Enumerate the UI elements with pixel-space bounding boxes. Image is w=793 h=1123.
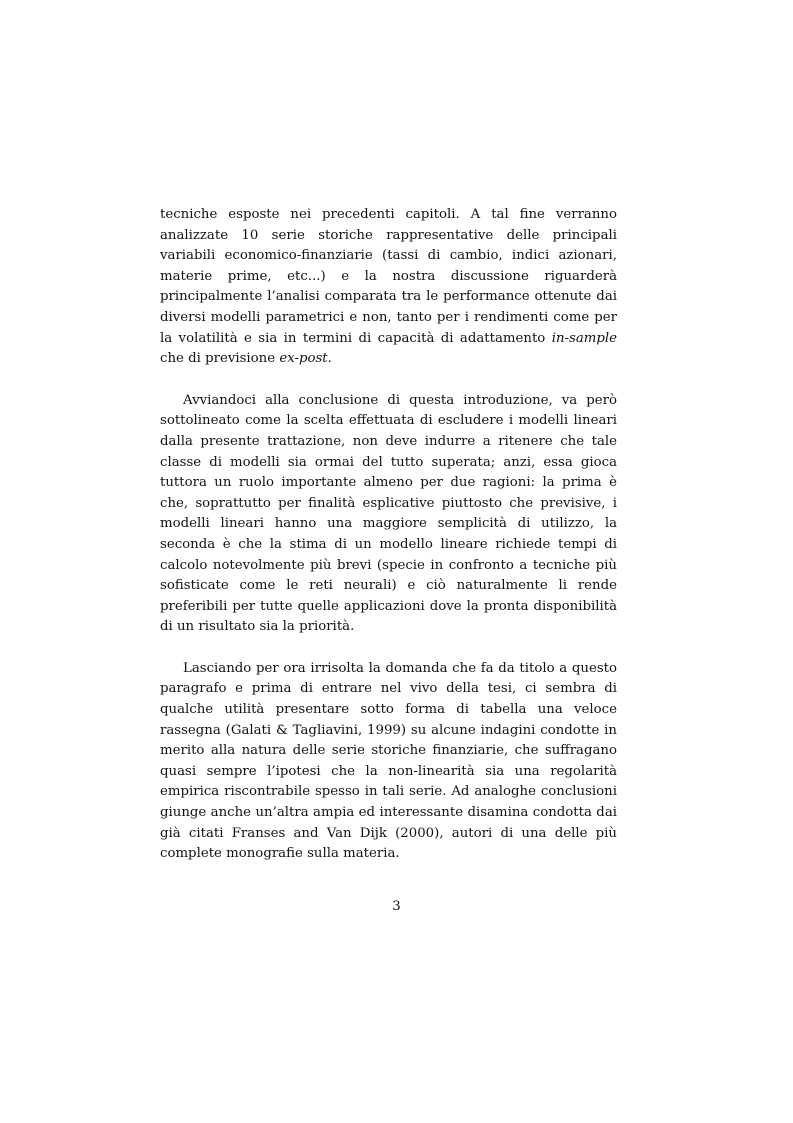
body-text bbox=[160, 205, 617, 865]
paragraph-1-term-in-sample: in-sample bbox=[551, 330, 617, 346]
paragraph-3-text: Lasciando per ora irrisolta la domanda che fa da titolo a questo paragrafo e prima di entrare nel vivo della tesi, ci sembra di qualche utilità presentare sotto forma di tabella una veloce rassegna (Galati & Tagliavini, 1999) su alcune indagini condotte in merito alla natura delle serie storiche finanziarie, che suffragano quasi sempre l’ipotesi che la non-linearità sia una regolarità empirica riscontrabile spesso in tali serie. Ad analoghe conclusioni giunge anche un’altra ampia ed interessante disamina condotta dai già citati Franses and Van Dijk (2000), autori di una delle più complete monografie sulla materia. bbox=[160, 660, 617, 862]
paragraph-2-text: Avviandoci alla conclusione di questa introduzione, va però sottolineato come la scelta effettuata di escludere i modelli lineari dalla presente trattazione, non deve indurre a ritenere che tale classe di modelli sia ormai del tutto superata; anzi, essa gioca tuttora un ruolo importante almeno per due ragioni: la prima è che, soprattutto per finalità esplicative piuttosto che previsive, i modelli lineari hanno una maggiore semplicità di utilizzo, la seconda è che la stima di un modello lineare richiede tempi di calcolo notevolmente più brevi (specie in confronto a tecniche più sofisticate come le reti neurali) e ciò naturalmente li rende preferibili per tutte quelle applicazioni dove la pronta disponibilità di un risultato sia la priorità. bbox=[160, 392, 617, 635]
paragraph-2 bbox=[160, 391, 617, 638]
paragraph-3 bbox=[160, 659, 617, 865]
page-number: 3 bbox=[392, 899, 401, 914]
paragraph-1-text: . bbox=[327, 351, 332, 367]
paragraph-1-term-ex-post: ex-post bbox=[279, 351, 328, 367]
paragraph-1 bbox=[160, 205, 617, 370]
paragraph-1-text: tecniche esposte nei precedenti capitoli. A tal fine verranno analizzate 10 serie storiche rappresentative delle principali variabili economico-finanziarie (tassi di cambio, indici azionari, materie prime, etc...) e la nostra discussione riguarderà principalmente l’analisi comparata tra le performance ottenute dai diversi modelli parametrici e non, tanto per i rendimenti come per la volatilità e sia in termini di capacità di adattamento bbox=[160, 207, 617, 346]
paragraph-1-text: che di previsione bbox=[160, 351, 280, 367]
